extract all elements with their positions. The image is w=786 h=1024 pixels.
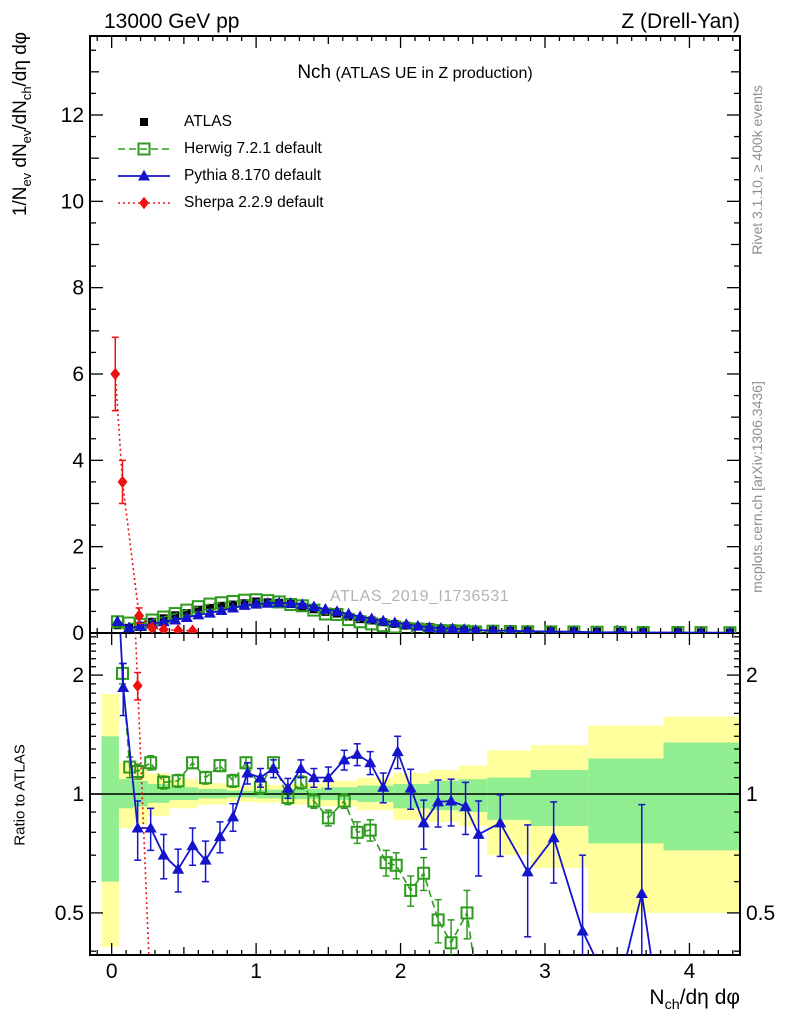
diamond-filled-icon <box>116 193 172 213</box>
legend-item-atlas <box>116 108 324 135</box>
triangle-filled-icon <box>116 166 172 186</box>
beam-energy-label: 13000 GeV pp <box>104 10 240 33</box>
legend-label: Sherpa 2.2.9 default <box>184 193 324 211</box>
legend-label: Pythia 8.170 default <box>184 166 322 184</box>
svg-text:0.5: 0.5 <box>746 901 776 925</box>
svg-text:2: 2 <box>72 535 84 559</box>
svg-text:10: 10 <box>60 190 84 214</box>
svg-text:1: 1 <box>250 960 262 983</box>
svg-text:6: 6 <box>72 362 84 386</box>
svg-text:12: 12 <box>60 103 84 127</box>
square-open-icon <box>116 139 172 159</box>
svg-text:0: 0 <box>105 960 118 983</box>
svg-text:2: 2 <box>746 664 758 688</box>
series-herwig-7-2-1-default <box>117 663 481 1012</box>
legend-item-pythia <box>116 162 324 189</box>
svg-text:4: 4 <box>683 960 696 983</box>
legend <box>116 108 324 216</box>
analysis-context: (ATLAS UE in Z production) <box>331 65 533 82</box>
svg-text:1: 1 <box>72 783 84 806</box>
mcplots-reference-note: mcplots.cern.ch [arXiv:1306.3436] <box>749 381 765 593</box>
process-label: Z (Drell-Yan) <box>621 10 740 33</box>
svg-text:2: 2 <box>72 664 84 688</box>
plot-title <box>90 62 740 84</box>
legend-item-herwig <box>116 135 324 162</box>
legend-label: ATLAS <box>184 112 232 130</box>
rivet-version-note: Rivet 3.1.10, ≥ 400k events <box>749 85 765 255</box>
series-sherpa-2-2-9-default <box>110 337 197 637</box>
analysis-watermark: ATLAS_2019_I1736531 <box>330 588 510 605</box>
legend-item-sherpa <box>116 189 324 216</box>
x-axis-title: $N_{ch}/d\eta$ dφ <box>649 986 740 1014</box>
y-axis-title-ratio: Ratio to ATLAS <box>11 744 29 846</box>
svg-text:4: 4 <box>72 449 84 473</box>
y-axis-title-main: $1/N_{ev}$ $dN_{ev}/dN_{ch}/d\eta$ dφ <box>10 31 34 217</box>
svg-text:2: 2 <box>394 960 407 983</box>
svg-text:3: 3 <box>539 960 551 983</box>
svg-text:8: 8 <box>72 276 84 300</box>
observable-name: Nch <box>297 62 332 83</box>
svg-text:0.5: 0.5 <box>54 901 84 925</box>
square-filled-icon <box>116 112 172 132</box>
svg-text:1: 1 <box>746 783 758 806</box>
svg-text:0: 0 <box>72 622 84 645</box>
legend-label: Herwig 7.2.1 default <box>184 139 322 157</box>
